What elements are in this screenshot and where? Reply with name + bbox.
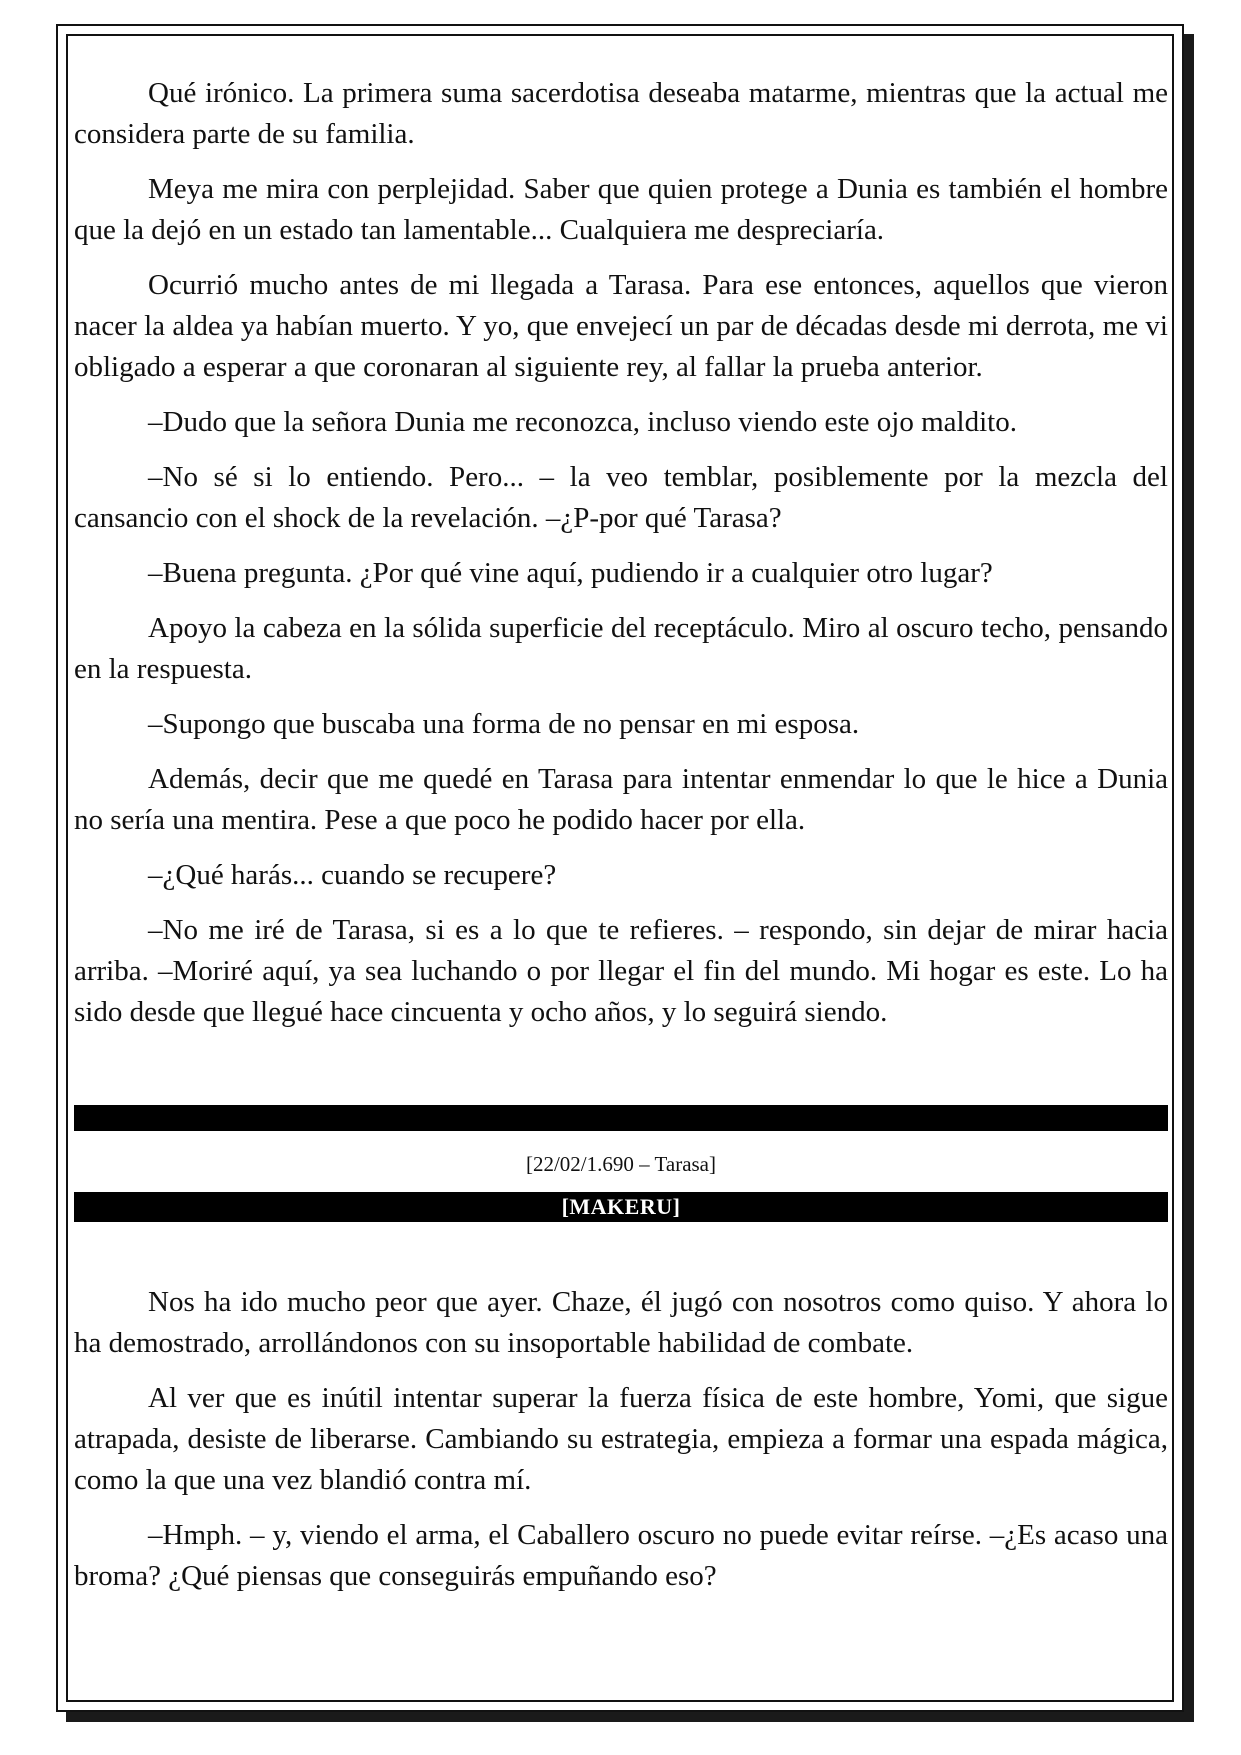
paragraph: Nos ha ido mucho peor que ayer. Chaze, él jugó con nosotros como quiso. Y ahora lo ha demostrado, arrollándonos con su insoportable habilidad de combate. [74,1286,1168,1359]
paragraph: –¿Qué harás... cuando se recupere? [148,859,557,891]
section-gap [74,1047,1168,1105]
paragraph: –Buena pregunta. ¿Por qué vine aquí, pudiendo ir a cualquier otro lugar? [148,557,993,589]
paragraph: –No me iré de Tarasa, si es a lo que te refieres. – respondo, sin dejar de mirar hacia arriba. –Moriré aquí, ya sea luchando o por llegar el fin del mundo. Mi hogar es este. Lo ha sido desde que llegué hace cincuenta y ocho años, y lo seguirá siendo. [74,914,1168,1028]
section-gap [74,1222,1168,1282]
paragraph: –No sé si lo entiendo. Pero... – la veo temblar, posiblemente por la mezcla del cansancio con el shock de la revelación. –¿P-por qué Tarasa? [74,461,1168,534]
paragraph: Qué irónico. La primera suma sacerdotisa deseaba matarme, mientras que la actual me considera parte de su familia. [74,77,1168,150]
page-content [74,73,1168,1611]
paragraph: –Supongo que buscaba una forma de no pensar en mi esposa. [148,708,860,740]
paragraph: Además, decir que me quedé en Tarasa para intentar enmendar lo que le hice a Dunia no sería una mentira. Pese a que poco he podido hacer por ella. [74,763,1168,836]
paragraph: Meya me mira con perplejidad. Saber que quien protege a Dunia es también el hombre que la dejó en un estado tan lamentable... Cualquiera me despreciaría. [74,173,1168,246]
paragraph: Al ver que es inútil intentar superar la fuerza física de este hombre, Yomi, que sigue atrapada, desiste de liberarse. Cambiando su estrategia, empieza a formar una espada mágica, como la que una vez blandió contra mí. [74,1382,1168,1496]
section-title-bar: [MAKERU] [74,1192,1168,1222]
paragraph: Apoyo la cabeza en la sólida superficie del receptáculo. Miro al oscuro techo, pensando en la respuesta. [74,612,1168,685]
section-divider-bar [74,1105,1168,1131]
paragraph: –Hmph. – y, viendo el arma, el Caballero oscuro no puede evitar reírse. –¿Es acaso una broma? ¿Qué piensas que conseguirás empuñando eso? [74,1519,1168,1592]
section-date: [22/02/1.690 – Tarasa] [525,1152,716,1176]
paragraph: –Dudo que la señora Dunia me reconozca, incluso viendo este ojo maldito. [148,406,1017,438]
paragraph: Ocurrió mucho antes de mi llegada a Tarasa. Para ese entonces, aquellos que vieron nacer la aldea ya habían muerto. Y yo, que envejecí un par de décadas desde mi derrota, me vi obligado a esperar a que coronaran al siguiente rey, al fallar la prueba anterior. [74,269,1168,383]
